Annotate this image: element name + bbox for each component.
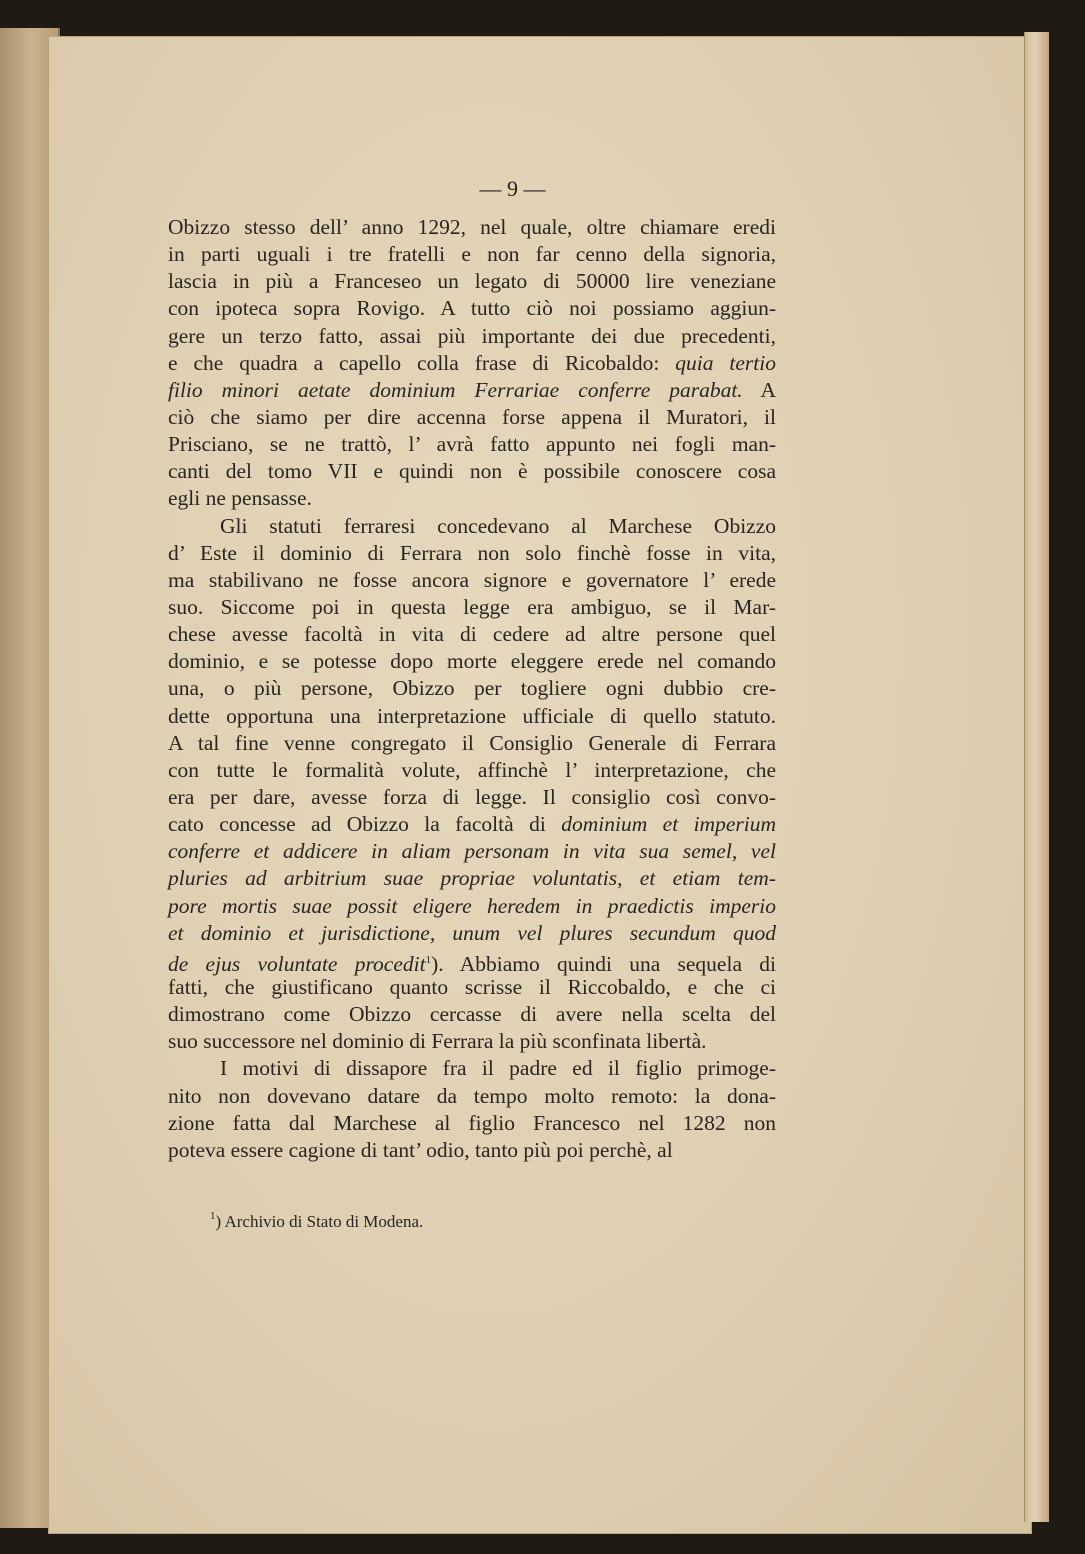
text-line xyxy=(168,947,776,974)
latin-quotation: quia tertio xyxy=(675,350,776,375)
line-text: ciò che siamo per dire accenna forse appena il Muratori, il xyxy=(168,404,776,429)
line-text: poteva essere cagione di tant’ odio, tanto più poi perchè, al xyxy=(168,1137,673,1162)
latin-quotation: et dominio et jurisdictione, unum vel plures secundum quod xyxy=(168,920,776,945)
text-line xyxy=(168,295,776,322)
line-text: chese avesse facoltà in vita di cedere ad altre persone quel xyxy=(168,622,776,647)
line-text: suo successore nel dominio di Ferrara la più sconfinata libertà. xyxy=(168,1029,707,1054)
text-line xyxy=(168,757,776,784)
text-line xyxy=(168,811,776,838)
line-text: era per dare, avesse forza di legge. Il consiglio così convo- xyxy=(168,784,776,809)
text-line xyxy=(168,458,776,485)
latin-quotation: pore mortis suae possit eligere heredem in praedictis imperio xyxy=(168,893,776,918)
line-text: con tutte le formalità volute, affinchè l’ interpretazione, che xyxy=(168,757,776,782)
line-text: zione fatta dal Marchese al figlio Francesco nel 1282 non xyxy=(168,1110,776,1135)
text-line xyxy=(168,513,776,540)
footnote xyxy=(210,1210,423,1232)
text-line xyxy=(168,350,776,377)
footnote-marker: 1 xyxy=(210,1210,216,1222)
line-text: Prisciano, se ne trattò, l’ avrà fatto appunto nei fogli man- xyxy=(168,432,776,457)
text-line xyxy=(168,784,776,811)
text-line xyxy=(168,621,776,648)
text-line xyxy=(168,268,776,295)
line-text: in parti uguali i tre fratelli e non far cenno della signoria, xyxy=(168,242,776,267)
line-text: cato concesse ad Obizzo la facoltà di xyxy=(168,812,562,837)
latin-quotation: conferre et addicere in aliam personam in vita sua semel, vel xyxy=(168,839,776,864)
text-line xyxy=(168,648,776,675)
text-line xyxy=(168,1083,776,1110)
text-line xyxy=(168,323,776,350)
text-line xyxy=(168,241,776,268)
line-text: lascia in più a Franceseo un legato di 50000 lire veneziane xyxy=(168,269,776,294)
line-text: ). Abbiamo quindi una sequela di xyxy=(431,951,776,976)
text-line xyxy=(168,730,776,757)
text-line xyxy=(168,377,776,404)
paragraph-2 xyxy=(168,513,776,1056)
text-line xyxy=(168,1001,776,1028)
text-line xyxy=(168,1055,776,1082)
line-text: e che quadra a capello colla frase di Ricobaldo: xyxy=(168,350,676,375)
paragraph-3 xyxy=(168,1055,776,1164)
latin-quotation: de ejus voluntate procedit xyxy=(168,951,426,976)
line-text: Obizzo stesso dell’ anno 1292, nel quale, oltre chiamare eredi xyxy=(168,215,776,239)
text-line xyxy=(168,920,776,947)
line-text: gere un terzo fatto, assai più importante dei due precedenti, xyxy=(168,323,776,348)
text-line xyxy=(168,838,776,865)
line-text: con ipoteca sopra Rovigo. A tutto ciò noi possiamo aggiun- xyxy=(168,296,776,321)
text-line xyxy=(168,974,776,1001)
paragraph-1 xyxy=(168,214,776,513)
footnote-text: ) Archivio di Stato di Modena. xyxy=(215,1212,424,1231)
text-line xyxy=(168,567,776,594)
line-text: dette opportuna una interpretazione ufficiale di quello statuto. xyxy=(168,703,776,728)
text-line xyxy=(168,893,776,920)
text-line xyxy=(168,675,776,702)
book-right-edge xyxy=(1024,32,1049,1522)
text-line xyxy=(168,703,776,730)
latin-quotation: pluries ad arbitrium suae propriae voluntatis, et etiam tem- xyxy=(168,866,776,891)
text-line xyxy=(168,594,776,621)
line-text: dominio, e se potesse dopo morte eleggere erede nel comando xyxy=(168,649,776,674)
text-line xyxy=(168,1137,776,1164)
line-text: fatti, che giustificano quanto scrisse il Riccobaldo, e che ci xyxy=(168,974,776,999)
body-text xyxy=(168,214,776,1164)
text-line xyxy=(168,1028,776,1055)
line-text: d’ Este il dominio di Ferrara non solo finchè fosse in vita, xyxy=(168,540,776,565)
text-line xyxy=(168,214,776,241)
line-text: egli ne pensasse. xyxy=(168,486,312,511)
line-text: I motivi di dissapore fra il padre ed il figlio primoge- xyxy=(220,1056,776,1081)
line-text: A tal fine venne congregato il Consiglio Generale di Ferrara xyxy=(168,730,776,755)
text-line xyxy=(168,404,776,431)
line-text: nito non dovevano datare da tempo molto remoto: la dona- xyxy=(168,1083,776,1108)
line-text: una, o più persone, Obizzo per togliere ogni dubbio cre- xyxy=(168,676,776,701)
line-text: canti del tomo VII e quindi non è possibile conoscere cosa xyxy=(168,459,776,484)
text-line xyxy=(168,865,776,892)
line-text: ma stabilivano ne fosse ancora signore e governatore l’ erede xyxy=(168,567,776,592)
text-line xyxy=(168,431,776,458)
footnote-reference: 1 xyxy=(425,953,432,966)
text-line xyxy=(168,485,776,512)
latin-quotation: filio minori aetate dominium Ferrariae conferre parabat. xyxy=(168,377,743,402)
page-number: — 9 — xyxy=(479,176,546,201)
line-text: A xyxy=(742,377,777,402)
line-text: Gli statuti ferraresi concedevano al Marchese Obizzo xyxy=(220,513,776,538)
latin-quotation: dominium et imperium xyxy=(561,812,776,837)
line-text: suo. Siccome poi in questa legge era ambiguo, se il Mar- xyxy=(168,594,776,619)
text-line xyxy=(168,1110,776,1137)
line-text: dimostrano come Obizzo cercasse di avere nella scelta del xyxy=(168,1002,776,1027)
text-line xyxy=(168,540,776,567)
